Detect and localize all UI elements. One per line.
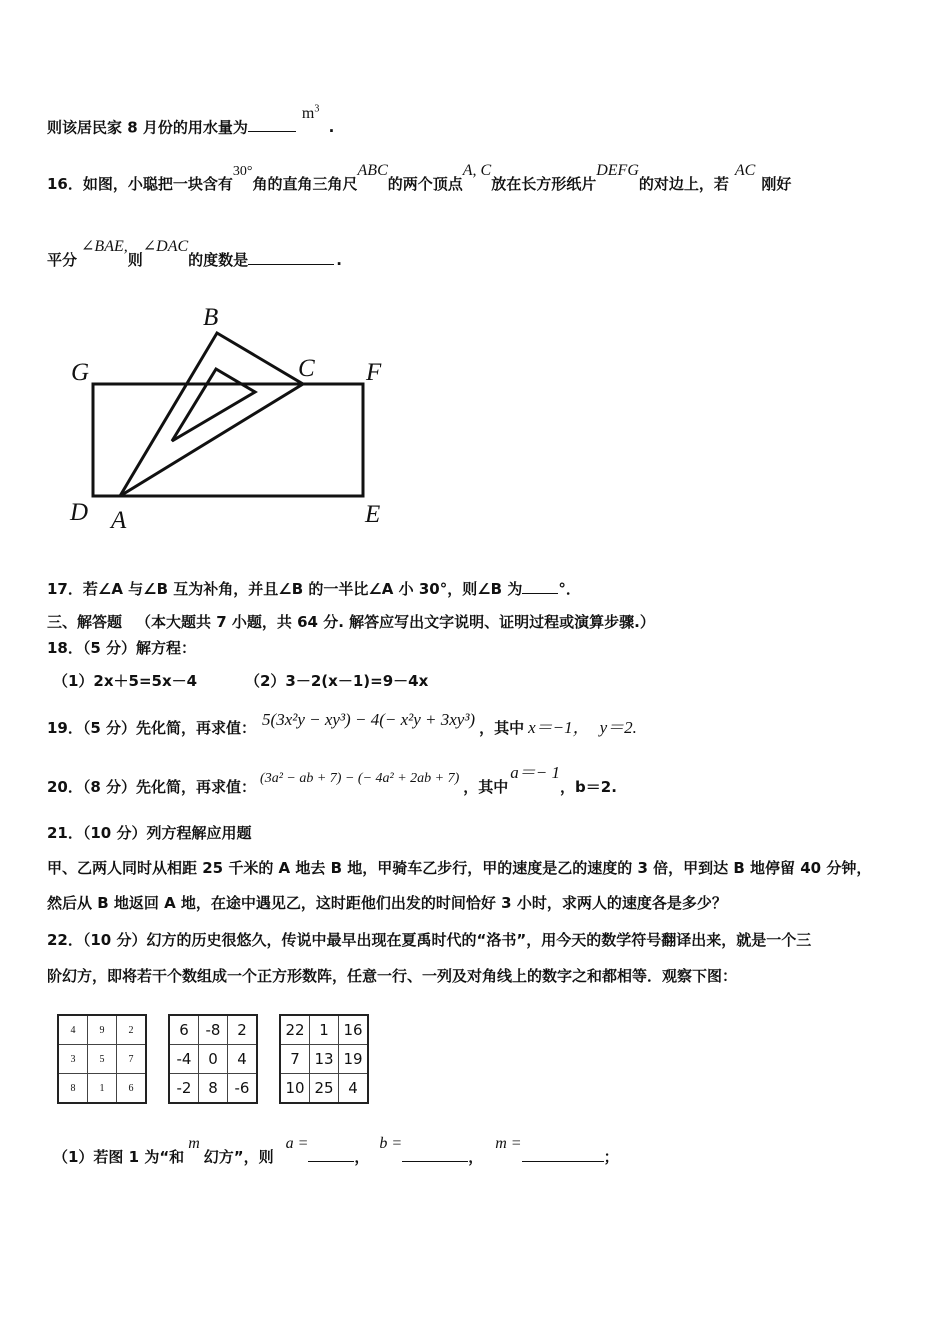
q21-line2: 然后从 B 地返回 A 地，在途中遇见乙，这时距他们出发的时间恰好 3 小时，求两人的速度各是多少？ xyxy=(47,894,727,912)
q22-b-label: b = xyxy=(379,1135,403,1152)
magic-square-2 xyxy=(168,1014,258,1104)
q16-ac: AC xyxy=(734,162,756,179)
cell: 6 xyxy=(117,1074,147,1104)
q16-triangle-name: ABC xyxy=(357,162,388,179)
label-g: G xyxy=(71,359,90,386)
q16-end: . xyxy=(336,251,342,269)
cell: 19 xyxy=(339,1045,369,1074)
q16-angle: 30° xyxy=(232,164,253,179)
cell: 13 xyxy=(310,1045,339,1074)
q16-angle-dac: ∠DAC xyxy=(142,238,189,255)
q19-y-value: y＝2. xyxy=(599,718,637,737)
q22-line1: 22．（10 分）幻方的历史很悠久，传说中最早出现在夏禹时代的“洛书”，用今天的数学符号翻译出来，就是一个三 xyxy=(47,931,812,949)
triangle-abc-outer xyxy=(120,333,303,496)
cell: -6 xyxy=(228,1074,258,1104)
section3-desc: （本大题共 7 小题，共 64 分. 解答应写出文字说明、证明过程或演算步骤.） xyxy=(136,613,655,631)
q19-x-value: x＝−1， xyxy=(528,718,590,737)
q17-answer-blank[interactable] xyxy=(522,578,558,594)
table-row xyxy=(169,1074,257,1104)
q22-line2: 阶幻方，即将若干个数组成一个正方形数阵，任意一行、一列及对角线上的数字之和都相等．观察下图： xyxy=(47,967,738,985)
label-a: A xyxy=(111,507,127,534)
cell: 5 xyxy=(88,1045,117,1074)
q21-head: 21．（10 分）列方程解应用题 xyxy=(47,824,252,842)
table-row xyxy=(58,1015,146,1045)
q15-answer-blank[interactable] xyxy=(248,116,296,132)
q16-line2 xyxy=(47,238,342,271)
q22-end: ； xyxy=(603,1148,619,1166)
q22-a-blank[interactable] xyxy=(308,1146,354,1162)
cell: 16 xyxy=(339,1015,369,1045)
q22-b-blank[interactable] xyxy=(402,1146,468,1162)
section3-header xyxy=(47,612,655,632)
q21-line1: 甲、乙两人同时从相距 25 千米的 A 地去 B 地，甲骑车乙步行，甲的速度是乙的速度的 3 倍，甲到达 B 地停留 40 分钟， xyxy=(47,859,872,877)
q17-end: °． xyxy=(558,580,581,598)
cell: 7 xyxy=(280,1045,310,1074)
cell: 3 xyxy=(58,1045,88,1074)
label-c: C xyxy=(298,355,315,382)
q16-vertices: A, C xyxy=(462,162,492,179)
label-b: B xyxy=(203,304,219,331)
table-row xyxy=(280,1074,368,1104)
q16-text-9: 的度数是 xyxy=(188,251,249,269)
q17-text: 若∠A 与∠B 互为补角，并且∠B 的一半比∠A 小 30°，则∠B 为 xyxy=(82,580,523,598)
cell: 8 xyxy=(199,1074,228,1104)
table-row xyxy=(58,1045,146,1074)
q22-comma-1: ， xyxy=(354,1148,370,1166)
cell: 25 xyxy=(310,1074,339,1104)
q19-line xyxy=(47,710,637,738)
q20-b-value: ，b＝2. xyxy=(560,778,617,796)
q22-part1-text-2: 幻方”，则 xyxy=(203,1148,274,1166)
cell: 8 xyxy=(58,1074,88,1104)
q22-m-label: m = xyxy=(495,1135,522,1152)
cell: 0 xyxy=(199,1045,228,1074)
q19-mid: ，其中 xyxy=(479,719,525,737)
label-f: F xyxy=(366,359,382,386)
cell: 9 xyxy=(88,1015,117,1045)
table-row xyxy=(280,1045,368,1074)
q16-text-4: 放在长方形纸片 xyxy=(491,175,597,193)
section3-title: 三、解答题 xyxy=(47,613,123,631)
q20-mid: ，其中 xyxy=(463,778,509,796)
q22-part1-text-1: （1）若图 1 为“和 xyxy=(53,1148,185,1166)
q15-tail-line xyxy=(47,104,335,138)
q16-text-7: 平分 xyxy=(47,251,78,269)
cell: 4 xyxy=(339,1074,369,1104)
q19-head: 19．（5 分）先化简，再求值： xyxy=(47,719,257,737)
q20-expression: (3a² − ab + 7) − (− 4a² + 2ab + 7) xyxy=(260,771,460,786)
q22-m-blank[interactable] xyxy=(522,1146,604,1162)
q22-part1-m: m xyxy=(188,1135,200,1152)
q15-end: . xyxy=(328,118,335,137)
cell: 1 xyxy=(310,1015,339,1045)
cell: 1 xyxy=(88,1074,117,1104)
cell: -2 xyxy=(169,1074,199,1104)
q20-a-value: a＝− 1 xyxy=(510,763,561,782)
cell: 4 xyxy=(58,1015,88,1045)
q16-number: 16． xyxy=(47,175,83,193)
q15-unit: $m^3$ xyxy=(301,104,320,123)
cell: -4 xyxy=(169,1045,199,1074)
q17-line xyxy=(47,578,581,599)
q18-eq2: （2）3－2(x－1)=9－4x xyxy=(245,672,429,690)
q22-comma-2: ， xyxy=(468,1148,484,1166)
label-d: D xyxy=(70,499,89,526)
q16-figure xyxy=(60,296,400,536)
cell: 10 xyxy=(280,1074,310,1104)
cell: 4 xyxy=(228,1045,258,1074)
q20-line xyxy=(47,763,617,799)
rectangle-defg xyxy=(93,384,363,496)
q19-expression: 5(3x²y − xy³) − 4(− x²y + 3xy³) xyxy=(262,710,476,729)
cell: 2 xyxy=(117,1015,147,1045)
q18-head: 18．（5 分）解方程： xyxy=(47,639,197,657)
q20-head: 20．（8 分）先化简，再求值： xyxy=(47,778,257,796)
q16-angle-bae: ∠BAE, xyxy=(81,238,128,255)
cell: -8 xyxy=(199,1015,228,1045)
q16-line1 xyxy=(47,162,792,196)
magic-square-1 xyxy=(57,1014,147,1104)
triangle-abc-inner xyxy=(172,369,255,441)
q17-number: 17． xyxy=(47,580,83,598)
q16-text-3: 的两个顶点 xyxy=(387,175,463,193)
table-row xyxy=(169,1015,257,1045)
table-row xyxy=(169,1045,257,1074)
magic-square-3 xyxy=(279,1014,369,1104)
table-row xyxy=(58,1074,146,1104)
table-row xyxy=(280,1015,368,1045)
cell: 6 xyxy=(169,1015,199,1045)
q16-text-5: 的对边上，若 xyxy=(638,175,729,193)
cell: 7 xyxy=(117,1045,147,1074)
q16-text-2: 角的直角三角尺 xyxy=(252,175,358,193)
q16-text-6: 刚好 xyxy=(761,175,792,193)
q16-rect-name: DEFG xyxy=(596,162,639,179)
q16-text-1: 如图，小聪把一块含有 xyxy=(82,175,233,193)
q16-answer-blank[interactable] xyxy=(248,249,334,265)
q22-a-label: a = xyxy=(285,1135,309,1152)
cell: 22 xyxy=(280,1015,310,1045)
cell: 2 xyxy=(228,1015,258,1045)
q16-text-8: 则 xyxy=(127,251,143,269)
q22-part1-line xyxy=(53,1135,619,1168)
q15-text: 则该居民家 8 月份的用水量为 xyxy=(47,118,248,137)
q18-eq1: （1）2x＋5=5x－4 xyxy=(53,672,198,690)
label-e: E xyxy=(365,501,381,528)
